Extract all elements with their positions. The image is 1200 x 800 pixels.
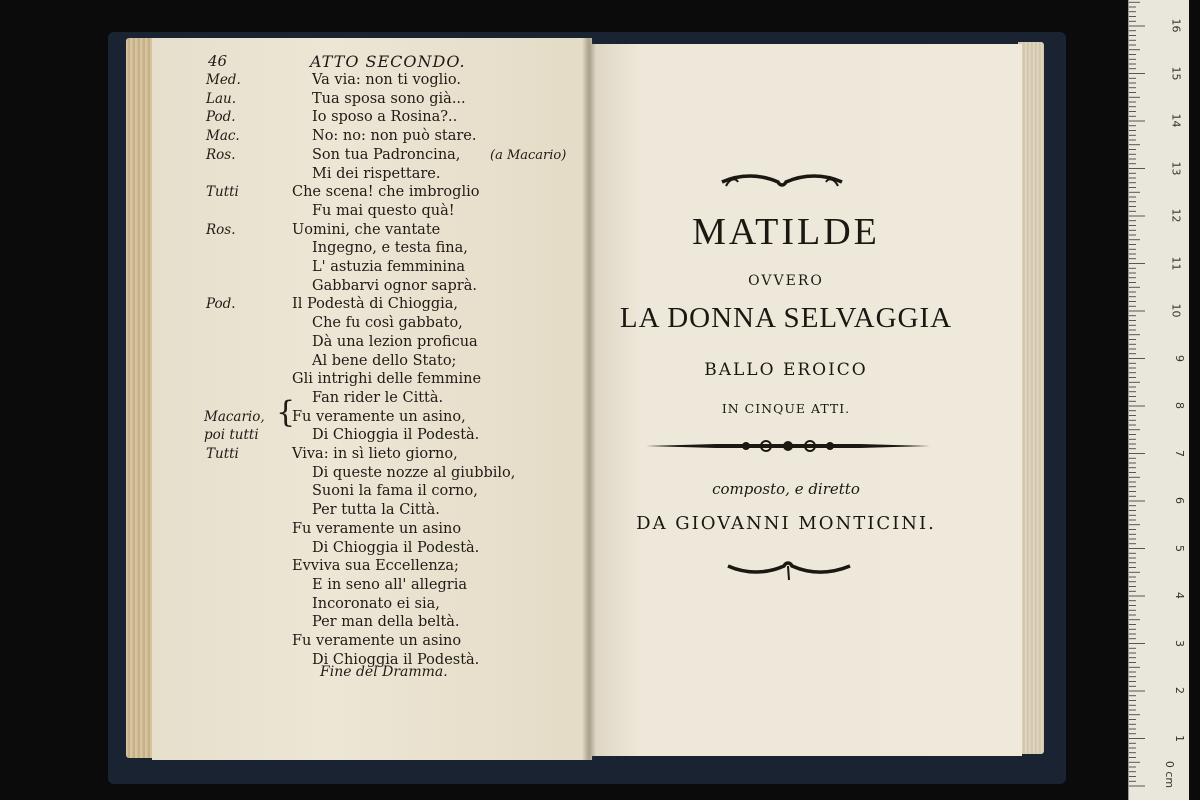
acts-label: IN CINQUE ATTI. — [721, 401, 851, 416]
verse-line: Viva: in sì lieto giorno, — [292, 446, 458, 462]
speaker-label: Macario, — [204, 408, 265, 425]
verse-line: Tua sposa sono già... — [312, 90, 466, 107]
ruler-mark-label: 9 — [1173, 354, 1186, 362]
ruler-mark-label: 12 — [1169, 208, 1183, 223]
ruler-mark-label: 1 — [1173, 734, 1186, 742]
verse-line: Dà una lezion proficua — [312, 333, 478, 350]
speaker-label: Pod. — [206, 109, 236, 126]
verse-line: Di Chioggia il Podestà. — [312, 427, 480, 444]
brace-mark: { — [276, 395, 296, 430]
verse-line: Incoronato ei sia, — [312, 595, 440, 612]
verse-line: Gabbarvi ognor saprà. — [312, 277, 477, 294]
speaker-label: Ros. — [206, 146, 236, 163]
ruler-mark-label: 3 — [1173, 639, 1186, 647]
speaker-label: Ros. — [206, 221, 236, 238]
verse-line: Fu veramente un asino — [292, 633, 462, 649]
ruler-unit-label: 0 cm — [1162, 760, 1176, 789]
book-subtitle: LA DONNA SELVAGGIA — [619, 302, 953, 334]
verse-line: Fan rider le Città. — [312, 389, 444, 406]
verse-line: Per tutta la Città. — [312, 502, 440, 519]
speaker-label: Med. — [206, 72, 241, 88]
verse-line: Fu veramente un asino, — [292, 408, 466, 425]
verse-line: Di Chioggia il Podestà. — [312, 651, 480, 668]
genre-label: BALLO EROICO — [704, 360, 868, 380]
verse-line: Che scena! che imbroglio — [292, 184, 480, 201]
verse-line: Mi dei rispettare. — [312, 165, 441, 182]
verse-line: Gli intrighi delle femmine — [292, 371, 482, 388]
book-title: MATILDE — [692, 211, 880, 253]
verse-line: L' astuzia femminina — [312, 259, 466, 275]
speaker-label: poi tutti — [204, 427, 259, 444]
verse-line: Fu mai questo quà! — [312, 202, 455, 219]
speaker-label: Tutti — [206, 446, 239, 462]
ruler-mark-label: 13 — [1169, 161, 1183, 175]
measuring-ruler — [1128, 0, 1189, 800]
verse-line: No: no: non può stare. — [312, 128, 477, 145]
ruler-mark-label: 2 — [1173, 687, 1186, 694]
ruler-mark-label: 16 — [1169, 18, 1183, 33]
ruler-mark-label: 11 — [1169, 256, 1183, 270]
right-page — [590, 44, 1022, 756]
ruler-mark-label: 4 — [1173, 592, 1186, 599]
ruler-mark-label: 6 — [1173, 497, 1186, 504]
verse-line: Che fu così gabbato, — [312, 315, 463, 332]
verse-line: Ingegno, e testa fina, — [312, 240, 468, 257]
ruler-mark-label: 10 — [1169, 303, 1183, 318]
verse-line: Io sposo a Rosina?.. — [312, 109, 458, 126]
composed-label: composto, e diretto — [712, 480, 860, 498]
book-gutter — [582, 38, 596, 760]
stage-direction: (a Macario) — [490, 147, 567, 163]
verse-line: Il Podestà di Chioggia, — [292, 296, 459, 313]
verse-line: Di queste nozze al giubbilo, — [312, 464, 516, 481]
verse-line: Di Chioggia il Podestà. — [312, 539, 480, 556]
speaker-label: Tutti — [206, 184, 239, 201]
ruler-mark-label: 5 — [1173, 544, 1186, 552]
verse-line: Evviva sua Eccellenza; — [292, 558, 459, 575]
ruler-mark-label: 14 — [1169, 113, 1183, 128]
verse-line: Va via: non ti voglio. — [312, 72, 462, 88]
speaker-label: Lau. — [206, 90, 236, 107]
speaker-label: Pod. — [206, 296, 236, 313]
bottom-ornament — [726, 558, 852, 582]
ruler-mark-label: 7 — [1173, 449, 1186, 457]
ruler-mark-label: 8 — [1173, 402, 1186, 409]
page-number: 46 — [208, 52, 228, 70]
verse-line: Al bene dello Stato; — [312, 352, 457, 369]
middle-rule-ornament — [646, 438, 930, 454]
verse-line: Son tua Padroncina, — [312, 146, 461, 163]
verse-line: Fu veramente un asino — [292, 520, 462, 537]
ruler-mark-label: 15 — [1169, 66, 1183, 80]
closing-line: Fine del Dramma. — [320, 664, 448, 680]
ovvero-label: OVVERO — [748, 273, 824, 289]
running-head: ATTO SECONDO. — [310, 52, 466, 71]
author-label: DA GIOVANNI MONTICINI. — [636, 513, 936, 534]
top-ornament — [720, 170, 844, 192]
verse-line: Uomini, che vantate — [292, 221, 441, 238]
verse-line: Suoni la fama il corno, — [312, 483, 478, 500]
verse-line: E in seno all' allegria — [312, 576, 467, 593]
speaker-label: Mac. — [206, 128, 240, 145]
verse-line: Per man della beltà. — [312, 614, 460, 631]
